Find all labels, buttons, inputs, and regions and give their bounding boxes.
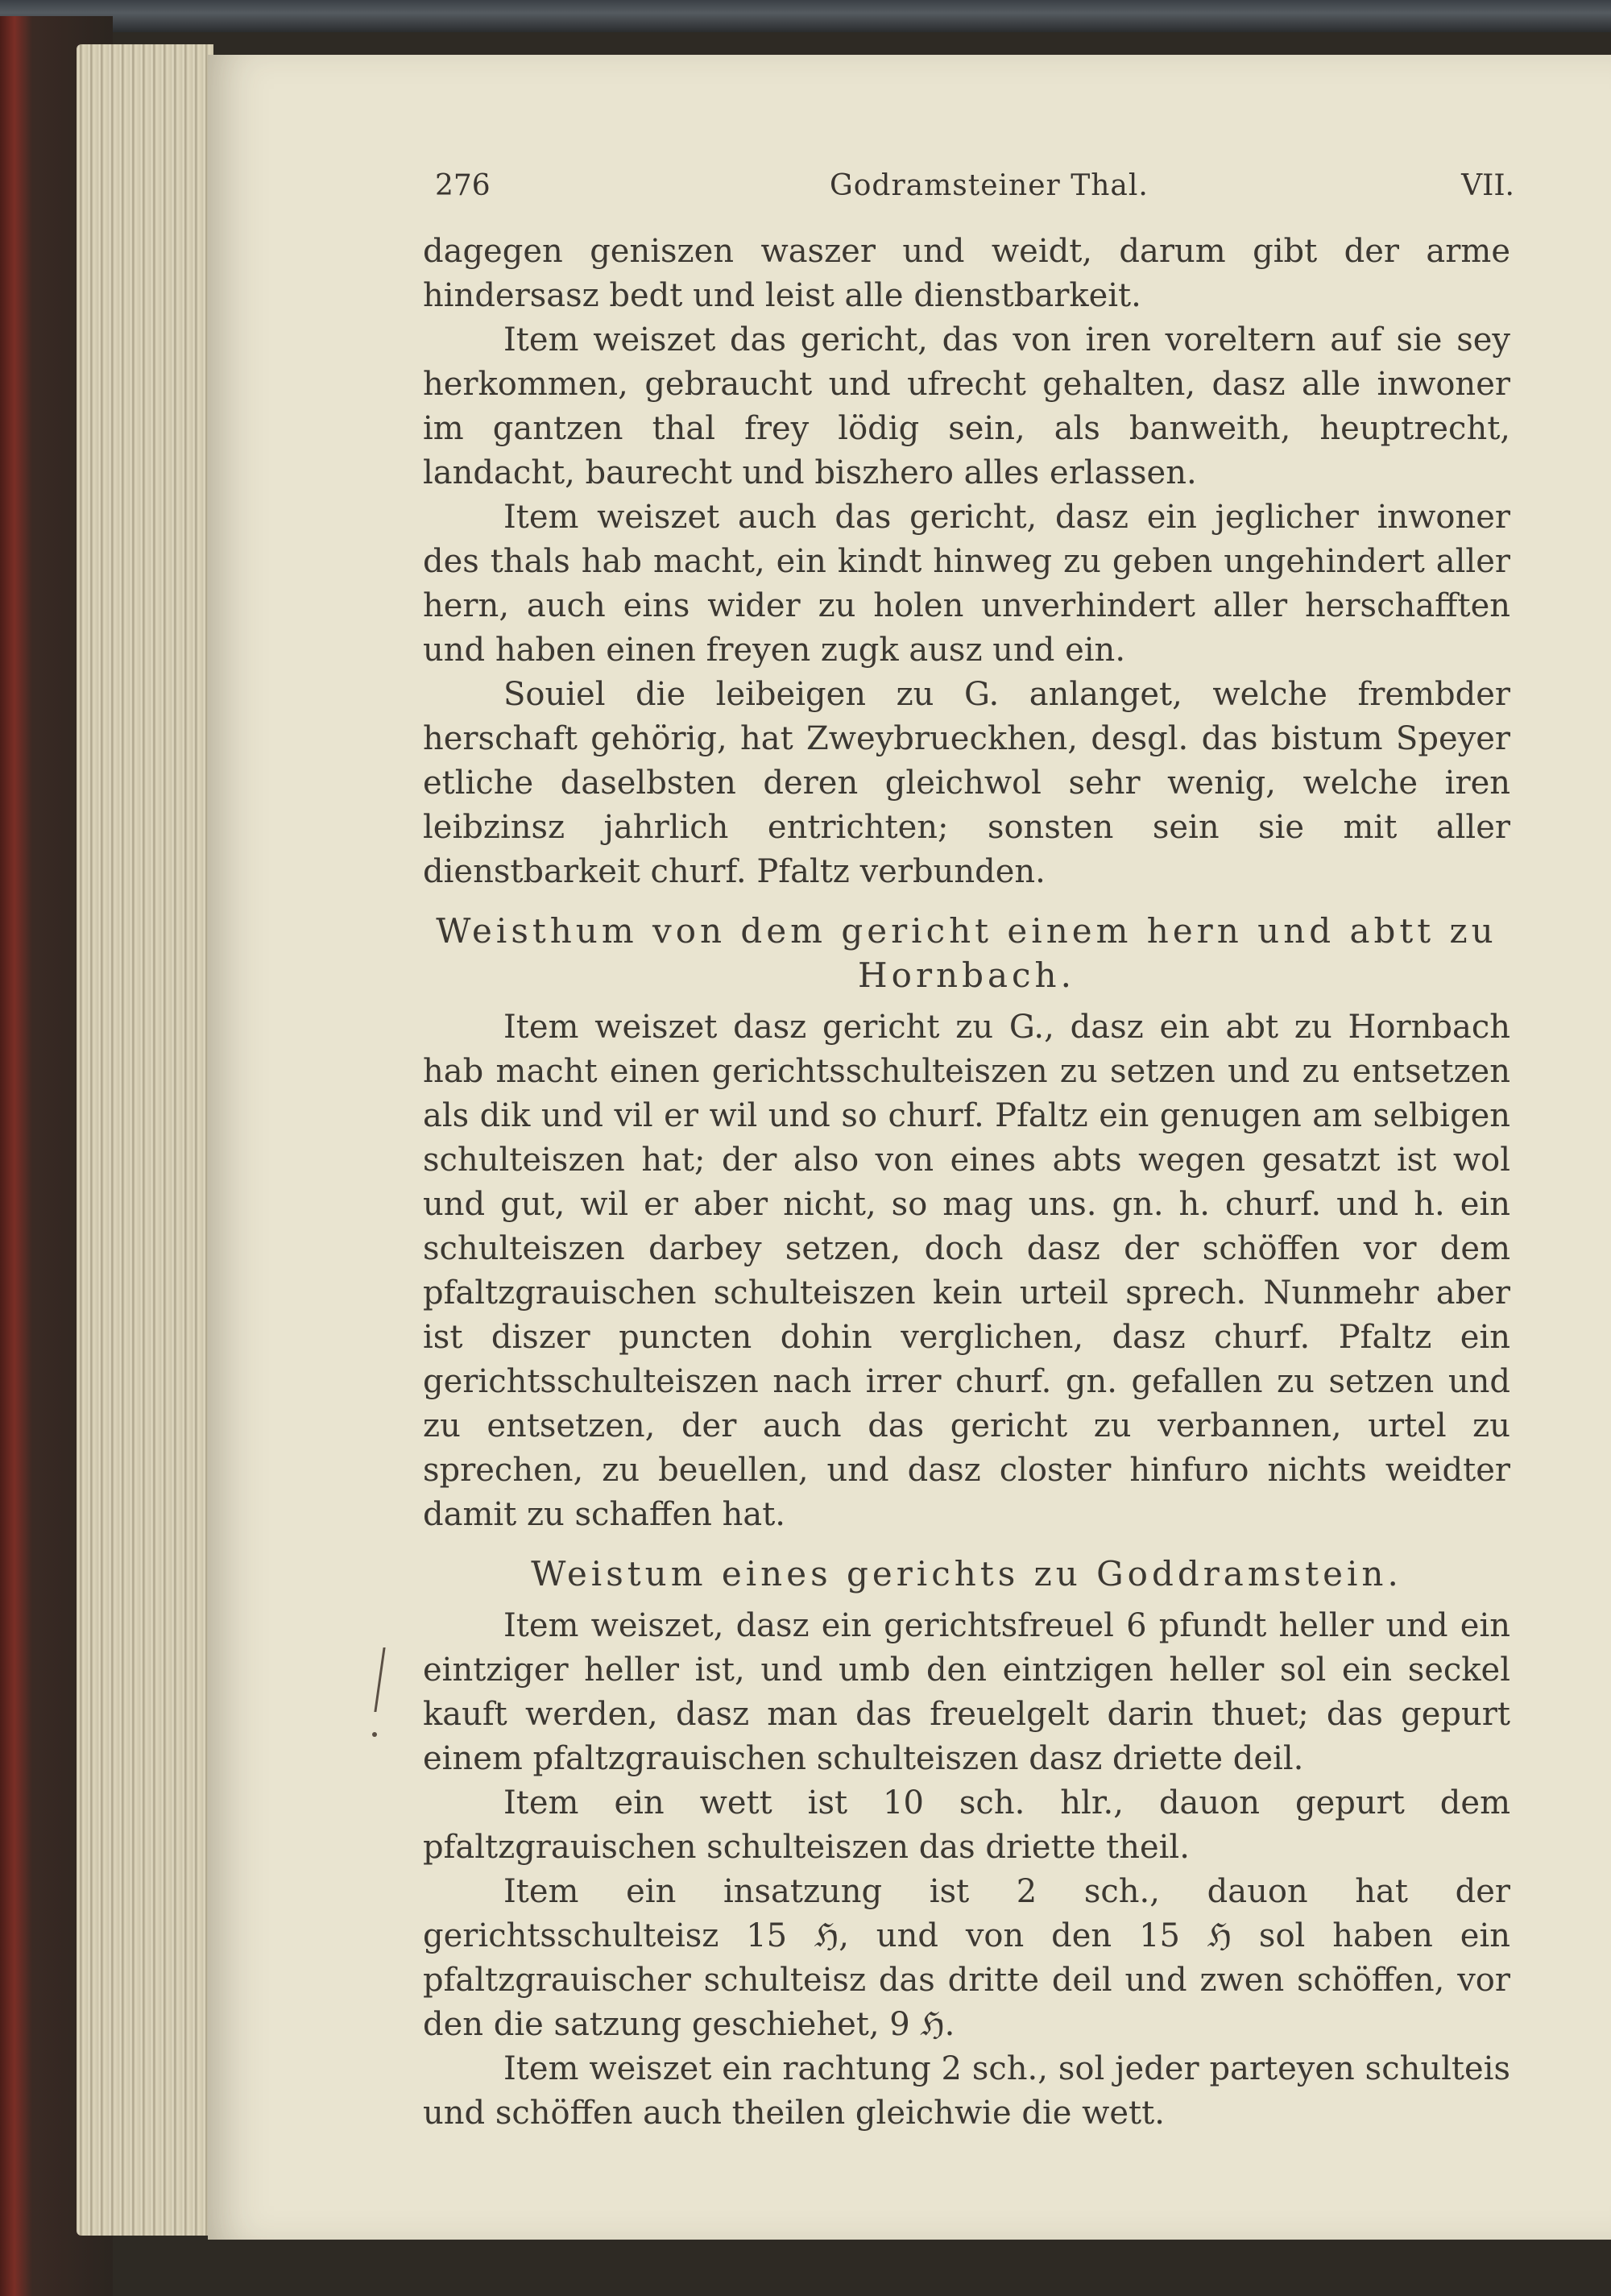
paragraph: Item weiszet, dasz ein gerichtsfreuel 6 pfundt heller und ein eintziger heller ist, und umb den eintzigen heller sol ein seckel kauft werden, dasz man das freuelgelt darin thuet; das gepurt einem pfaltzgrauischen schulteiszen dasz driette deil. bbox=[423, 1607, 1510, 1777]
body-text bbox=[423, 230, 1510, 2136]
paragraph: Item weiszet ein rachtung 2 sch., sol jeder parteyen schulteis und schöffen auch theilen gleichwie die wett. bbox=[423, 2050, 1510, 2132]
paragraph: dagegen geniszen waszer und weidt, darum gibt der arme hindersasz bedt und leist alle dienstbarkeit. bbox=[423, 233, 1510, 314]
margin-annotation-dot bbox=[372, 1732, 377, 1737]
page-edges bbox=[77, 44, 213, 2236]
section-heading: Weisthum von dem gericht einem hern und abtt zu Hornbach. bbox=[436, 911, 1497, 995]
paragraph: Item ein wett ist 10 sch. hlr., dauon gepurt dem pfaltzgrauischen schulteiszen das driette theil. bbox=[423, 1784, 1510, 1866]
page-number: 276 bbox=[435, 169, 491, 202]
paragraph: Item weiszet auch das gericht, dasz ein jeglicher inwoner des thals hab macht, ein kindt hinweg zu geben ungehindert aller hern, auch eins wider zu holen unverhindert aller herschafften und haben einen freyen zugk ausz und ein. bbox=[423, 499, 1510, 669]
paragraph: Item weiszet dasz gericht zu G., dasz ein abt zu Hornbach hab macht einen gerichtsschulteiszen zu setzen und zu entsetzen als dik und vil er wil und so churf. Pfaltz ein genugen am selbigen schulteiszen hat; der also von eines abts wegen gesatzt ist wol und gut, wil er aber nicht, so mag uns. gn. h. churf. und h. ein schulteiszen darbey setzen, doch dasz der schöffen vor dem pfaltzgrauischen schulteiszen kein urteil sprech. Nunmehr aber ist diszer puncten dohin verglichen, dasz churf. Pfaltz ein gerichtsschulteiszen nach irrer churf. gn. gefallen zu setzen und zu entsetzen, der auch das gericht zu verbannen, urtel zu sprechen, zu beuellen, und dasz closter hinfuro nichts weidter damit zu schaffen hat. bbox=[423, 1009, 1510, 1533]
paragraph: Item weiszet das gericht, das von iren voreltern auf sie sey herkommen, gebraucht und ufrecht gehalten, dasz alle inwoner im gantzen thal frey lödig sein, als banweith, heuptrecht, landacht, baurecht und biszhero alles erlassen. bbox=[423, 321, 1510, 491]
book-cover-top-edge bbox=[0, 0, 1611, 32]
paragraph: Item ein insatzung ist 2 sch., dauon hat der gerichtsschulteisz 15 ℌ, und von den 15 ℌ sol haben ein pfaltzgrauischer schulteisz das dritte deil und zwen schöffen, vor den die satzung geschiehet, 9 ℌ. bbox=[423, 1873, 1510, 2043]
section-heading: Weistum eines gerichts zu Goddramstein. bbox=[531, 1554, 1402, 1594]
running-title: Godramsteiner Thal. bbox=[830, 169, 1149, 202]
paragraph: Souiel die leibeigen zu G. anlanget, welche frembder herschaft gehörig, hat Zweybrueckhen, desgl. das bistum Speyer etliche daselbsten deren gleichwol sehr wenig, welche iren leibzinsz jahrlich entrichten; sonsten sein sie mit aller dienstbarkeit churf. Pfaltz verbunden. bbox=[423, 676, 1510, 890]
running-header bbox=[435, 169, 1514, 218]
section-number: VII. bbox=[1461, 169, 1514, 202]
